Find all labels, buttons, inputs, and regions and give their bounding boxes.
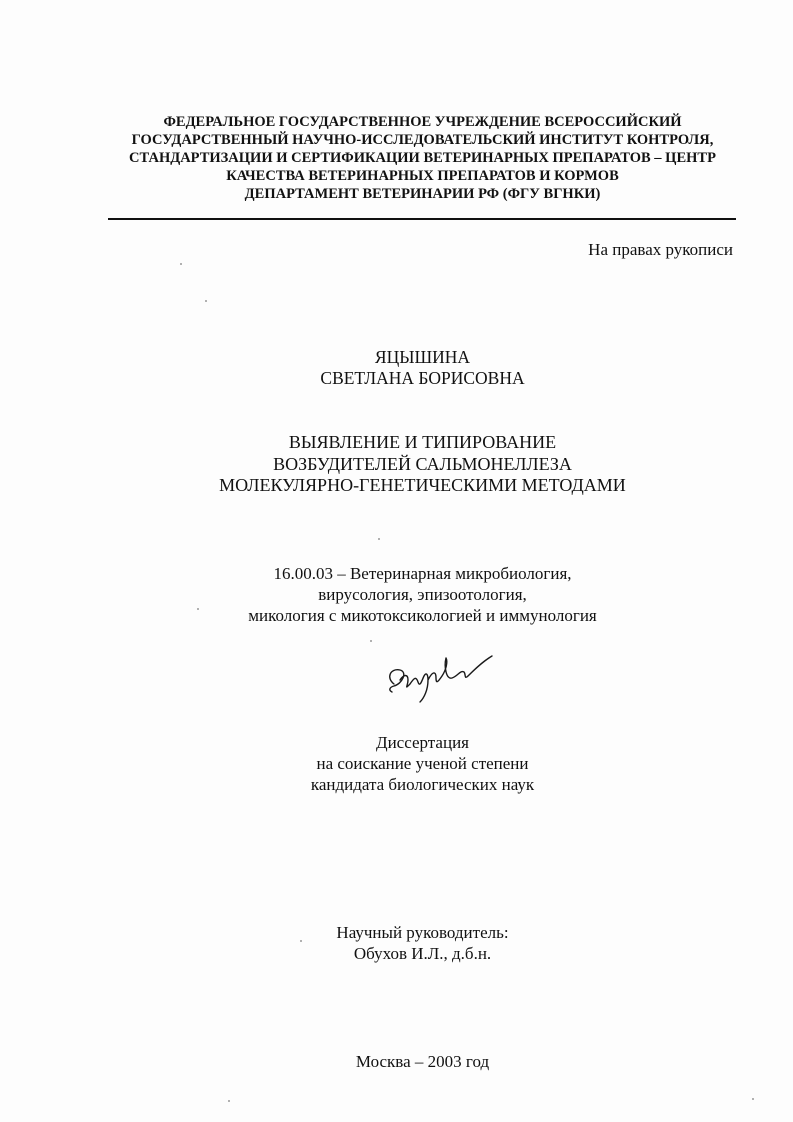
title-line-2: ВОЗБУДИТЕЛЕЙ САЛЬМОНЕЛЛЕЗА <box>273 453 572 474</box>
author-block <box>0 347 793 389</box>
scan-speck <box>180 263 182 265</box>
thesis-line-1: Диссертация <box>375 733 469 752</box>
header-line-1: ФЕДЕРАЛЬНОЕ ГОСУДАРСТВЕННОЕ УЧРЕЖДЕНИЕ ВСЕРОССИЙСКИЙ <box>163 114 682 130</box>
header-line-4: КАЧЕСТВА ВЕТЕРИНАРНЫХ ПРЕПАРАТОВ И КОРМОВ <box>226 168 619 184</box>
scan-speck <box>378 538 380 540</box>
handwritten-signature <box>380 640 500 710</box>
scan-speck <box>370 640 372 642</box>
institution-header <box>100 113 745 203</box>
author-surname: ЯЦЫШИНА <box>374 347 471 367</box>
dissertation-title <box>0 432 793 497</box>
scan-speck <box>205 300 207 302</box>
scan-speck <box>300 940 302 942</box>
scan-speck <box>228 1100 230 1102</box>
specialty-block <box>0 563 793 626</box>
thesis-line-3: кандидата биологических наук <box>310 775 535 794</box>
city-year: Москва – 2003 год <box>355 1052 490 1071</box>
header-line-2: ГОСУДАРСТВЕННЫЙ НАУЧНО-ИССЛЕДОВАТЕЛЬСКИЙ ИНСТИТУТ КОНТРОЛЯ, <box>131 132 714 148</box>
scan-speck <box>752 1098 754 1100</box>
specialty-line-3: микология с микотоксикологией и иммунология <box>248 606 597 625</box>
advisor-block <box>0 922 793 964</box>
advisor-name: Обухов И.Л., д.б.н. <box>353 944 492 963</box>
header-divider <box>108 218 736 220</box>
header-line-3: СТАНДАРТИЗАЦИИ И СЕРТИФИКАЦИИ ВЕТЕРИНАРНЫХ ПРЕПАРАТОВ – ЦЕНТР <box>129 150 716 166</box>
specialty-line-2: вирусология, эпизоотология, <box>318 585 527 604</box>
author-given-names: СВЕТЛАНА БОРИСОВНА <box>320 368 525 388</box>
specialty-line-1: 16.00.03 – Ветеринарная микробиология, <box>273 564 572 583</box>
title-line-3: МОЛЕКУЛЯРНО-ГЕНЕТИЧЕСКИМИ МЕТОДАМИ <box>219 475 626 495</box>
rights-note: На правах рукописи <box>588 240 733 259</box>
scan-speck <box>197 608 199 610</box>
advisor-label: Научный руководитель: <box>336 923 509 942</box>
title-line-1: ВЫЯВЛЕНИЕ И ТИПИРОВАНИЕ <box>288 432 557 452</box>
thesis-line-2: на соискание ученой степени <box>316 754 529 773</box>
thesis-block <box>0 732 793 795</box>
header-line-5: ДЕПАРТАМЕНТ ВЕТЕРИНАРИИ РФ (ФГУ ВГНКИ) <box>244 186 601 202</box>
